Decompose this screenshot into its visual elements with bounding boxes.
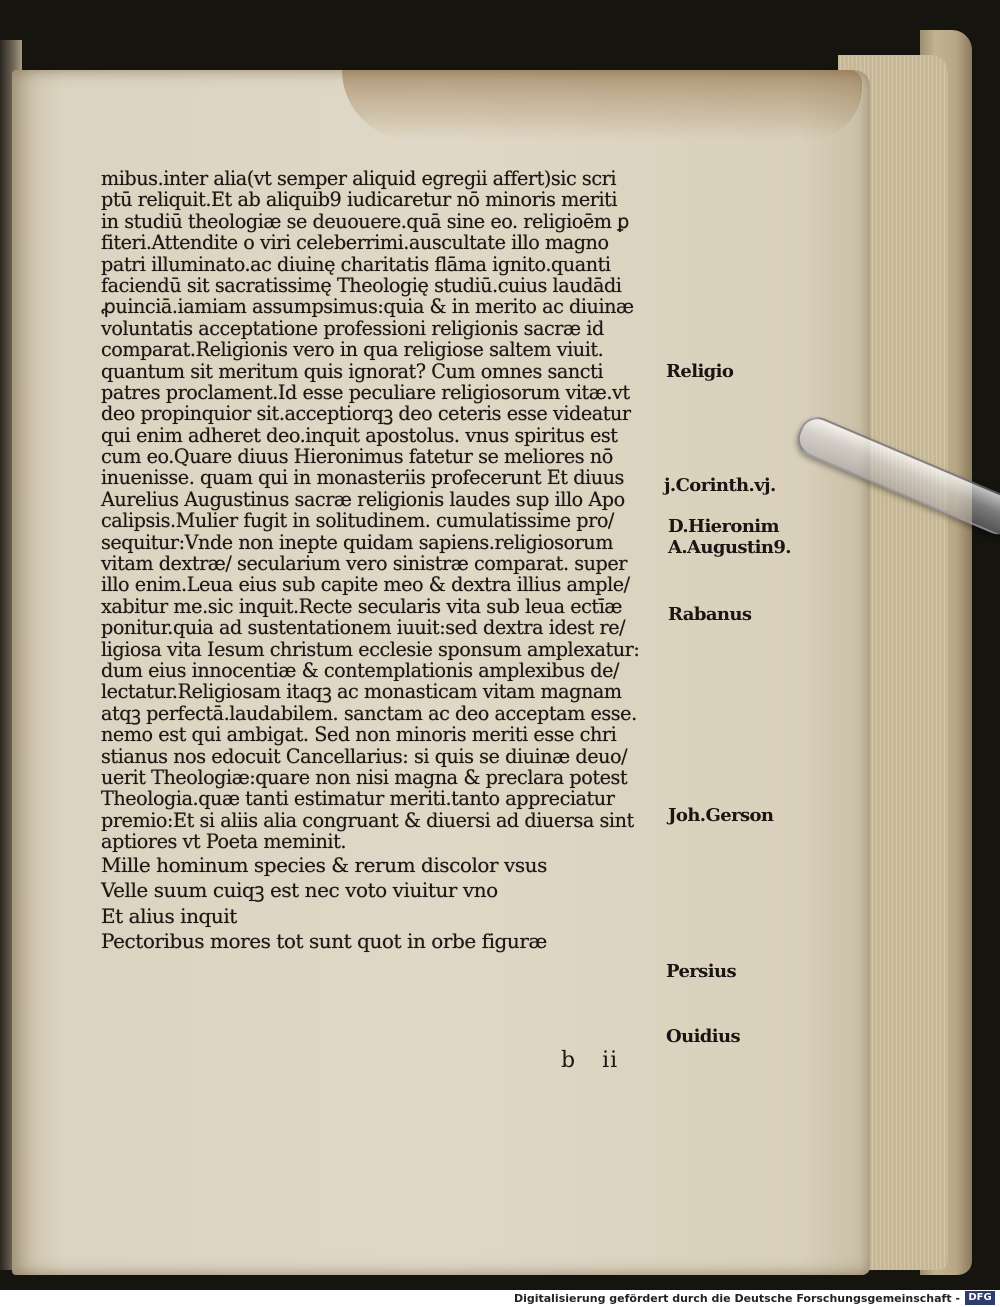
text-line: fiteri.Attendite o viri celeberrimi.auscultate illo magno (101, 231, 609, 255)
verse-line: Pectoribus mores tot sunt quot in orbe figuræ (101, 929, 547, 953)
verse-line: Mille hominum species & rerum discolor vsus (101, 852, 547, 877)
text-line: lectatur.Religiosam itaqꝫ ac monasticam vitam magnam (101, 680, 622, 704)
folio-signature (561, 1048, 644, 1073)
signature-number: ii (602, 1048, 619, 1073)
marginal-note-rabanus: Rabanus (668, 604, 752, 625)
text-line: premio:Et si aliis alia congruant & diuersi ad diuersa sint (101, 808, 634, 832)
text-line: stianus nos edocuit Cancellarius: si quis se diuinæ deuo/ (101, 744, 628, 768)
marginal-note-persius: Persius (666, 961, 736, 982)
text-line: nemo est qui ambigat. Sed non minoris meriti esse chri (101, 723, 617, 747)
text-line: ꝓuinciā.iamiam assumpsimus:quia & in merito ac diuinæ (101, 295, 634, 319)
marginal-note-hieronimus: D.Hieronim (668, 516, 779, 537)
text-line: mibus.inter alia(vt semper aliquid egregii affert)sic scri (101, 167, 617, 190)
dfg-logo: DFG (965, 1291, 995, 1305)
verse-line: Velle suum cuiqꝫ est nec voto viuitur vno (101, 878, 498, 902)
marginal-note-augustin: A.Augustin9. (668, 537, 791, 558)
marginal-note-religio: Religio (666, 361, 734, 382)
text-line: cum eo.Quare diuus Hieronimus fatetur se meliores nō (101, 445, 613, 469)
text-line: sequitur:Vnde non inepte quidam sapiens.religiosorum (101, 530, 613, 554)
text-line: qui enim adheret deo.inquit apostolus. vnus spiritus est (101, 423, 618, 447)
text-line: patri illuminato.ac diuinę charitatis flāma ignito.quanti (101, 252, 611, 276)
text-line: illo enim.Leua eius sub capite meo & dextra illius ample/ (101, 573, 630, 597)
funding-credit: Digitalisierung gefördert durch die Deutsche Forschungsgemeinschaft - (513, 1292, 960, 1305)
text-line: xabitur me.sic inquit.Recte secularis vita sub leua ectīæ (101, 594, 622, 618)
text-line: vitam dextræ/ secularium vero sinistræ comparat. super (101, 552, 628, 576)
verse-line: Et alius inquit (101, 903, 237, 928)
text-line: inuenisse. quam qui in monasteriis profecerunt Et diuus (101, 466, 624, 490)
text-line: atqꝫ perfectā.laudabilem. sanctam ac deo acceptam esse. (101, 701, 637, 725)
text-line: patres proclament.Id esse peculiare religiosorum vitæ.vt (101, 380, 630, 404)
text-line: aptiores vt Poeta meminit. (101, 830, 347, 854)
text-line: Theologia.quæ tanti estimatur meriti.tanto appreciatur (101, 787, 615, 811)
text-line: comparat.Religionis vero in qua religiose saltem viuit. (101, 338, 604, 362)
text-line: uerit Theologiæ:quare non nisi magna & preclara potest (101, 765, 628, 789)
marginal-note-gerson: Joh.Gerson (668, 805, 774, 826)
footer-bar (0, 1290, 1000, 1307)
text-line: ligiosa vita Iesum christum ecclesie sponsum amplexatur: (101, 637, 640, 661)
text-line: calipsis.Mulier fugit in solitudinem. cumulatissime pro/ (101, 509, 614, 533)
text-line: voluntatis acceptatione professioni religionis sacræ id (101, 316, 604, 340)
text-line: in studiū theologiæ se deuouere.quā sine eo. religioēm ꝑ (101, 209, 629, 233)
text-line: ponitur.quia ad sustentationem iuuit:sed dextra idest re/ (101, 616, 626, 640)
water-stain (342, 70, 862, 140)
text-line: faciendū sit sacratissimę Theologię studiū.cuius laudādi (101, 273, 622, 297)
text-line: ptū reliquit.Et ab aliquib9 iudicaretur nō minoris meriti (101, 188, 618, 212)
text-line: Aurelius Augustinus sacræ religionis laudes sup illo Apo (101, 487, 625, 511)
text-line: quantum sit meritum quis ignorat? Cum omnes sancti (101, 359, 604, 383)
marginal-note-corinth: j.Corinth.vj. (664, 475, 776, 496)
signature-letter: b (561, 1048, 577, 1073)
text-line: dum eius innocentiæ & contemplationis amplexibus de/ (101, 658, 620, 682)
main-text-column (101, 168, 671, 955)
marginal-note-ouidius: Ouidius (666, 1026, 741, 1047)
text-line: deo propinquior sit.acceptiorqꝫ deo ceteris esse videatur (101, 402, 631, 426)
